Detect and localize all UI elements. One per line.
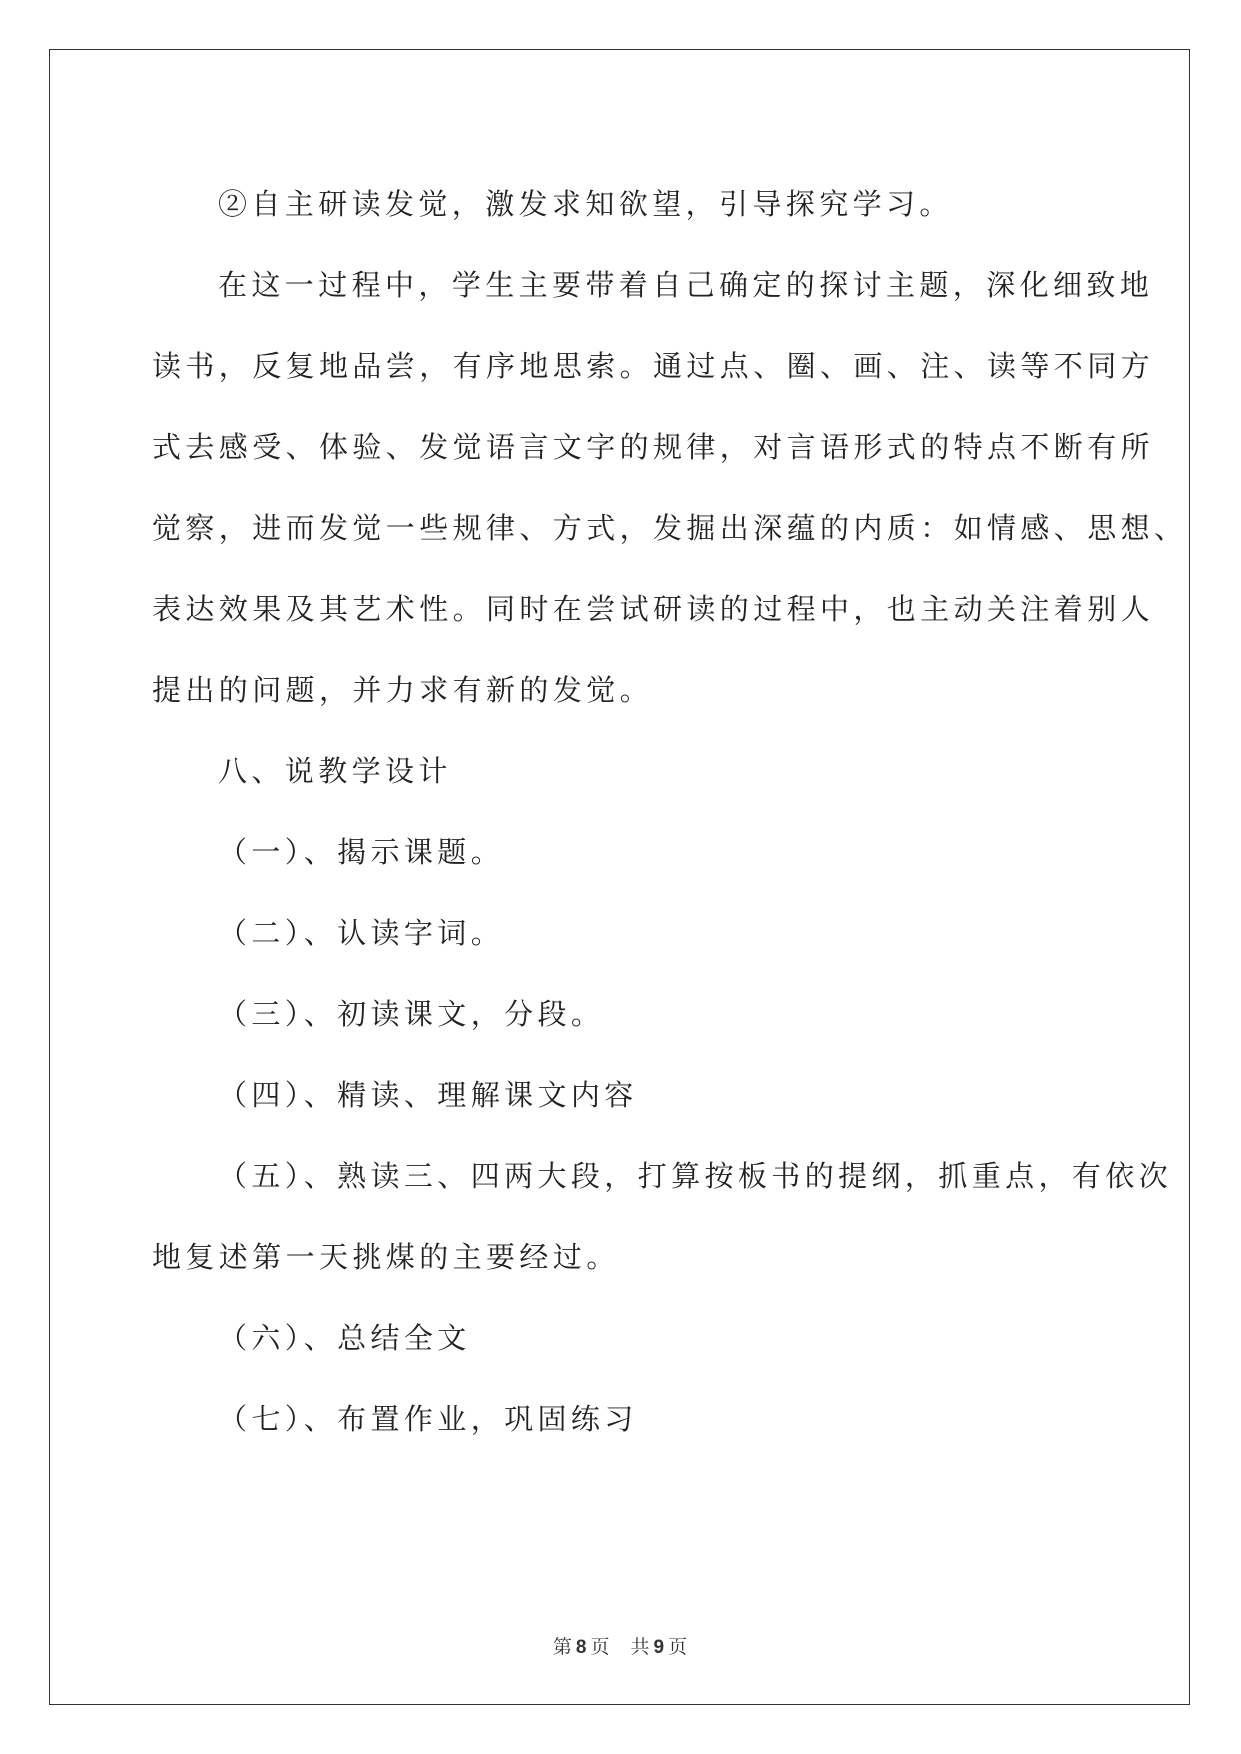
line: 在这一过程中，学生主要带着自己确定的探讨主题，深化细致地 bbox=[218, 268, 1154, 302]
list-item bbox=[152, 812, 1102, 893]
paragraph-self-study bbox=[152, 164, 1102, 245]
list-item bbox=[152, 1379, 1102, 1460]
list-item bbox=[152, 974, 1102, 1055]
document-body bbox=[152, 166, 1188, 1460]
current-page-number: 8 bbox=[575, 1637, 588, 1658]
total-prefix: 共 bbox=[630, 1636, 651, 1658]
page-suffix: 页 bbox=[590, 1636, 611, 1658]
line: 式去感受、体验、发觉语言文字的规律，对言语形式的特点不断有所 bbox=[152, 430, 1155, 464]
line: 表达效果及其艺术性。同时在尝试研读的过程中，也主动关注着别人 bbox=[152, 592, 1155, 626]
paragraph-process-cont bbox=[152, 488, 1188, 569]
list-item bbox=[152, 893, 1102, 974]
line: 觉察，进而发觉一些规律、方式，发掘出深蕴的内质：如情感、思想、 bbox=[152, 511, 1188, 545]
line: 八、说教学设计 bbox=[218, 754, 452, 788]
page-footer bbox=[0, 1632, 1241, 1659]
line: （七）、布置作业，巩固练习 bbox=[218, 1402, 638, 1436]
line: （二）、认读字词。 bbox=[218, 916, 505, 950]
list-item bbox=[152, 1298, 1102, 1379]
paragraph-process-cont bbox=[152, 326, 1155, 407]
line: （一）、揭示课题。 bbox=[218, 835, 505, 869]
line: （六）、总结全文 bbox=[218, 1321, 471, 1355]
section-heading bbox=[152, 731, 1102, 812]
line: ②自主研读发觉，激发求知欲望，引导探究学习。 bbox=[218, 187, 953, 221]
list-item bbox=[152, 1055, 1102, 1136]
line: （四）、精读、理解课文内容 bbox=[218, 1078, 638, 1112]
list-item bbox=[152, 1136, 1173, 1217]
line: 读书，反复地品尝，有序地思索。通过点、圈、画、注、读等不同方 bbox=[152, 349, 1155, 383]
line: 地复述第一天挑煤的主要经过。 bbox=[152, 1240, 620, 1274]
paragraph-process-cont bbox=[152, 407, 1155, 488]
line: （三）、初读课文，分段。 bbox=[218, 997, 605, 1031]
line: （五）、熟读三、四两大段，打算按板书的提纲，抓重点，有依次 bbox=[218, 1159, 1173, 1193]
page-prefix: 第 bbox=[552, 1636, 573, 1658]
total-page-number: 9 bbox=[653, 1637, 666, 1658]
paragraph-process-cont bbox=[152, 569, 1155, 650]
paragraph-process bbox=[152, 245, 1154, 326]
total-suffix: 页 bbox=[668, 1636, 689, 1658]
paragraph-process-cont bbox=[152, 650, 1102, 731]
list-item-cont bbox=[152, 1217, 1102, 1298]
line: 提出的问题，并力求有新的发觉。 bbox=[152, 673, 654, 707]
